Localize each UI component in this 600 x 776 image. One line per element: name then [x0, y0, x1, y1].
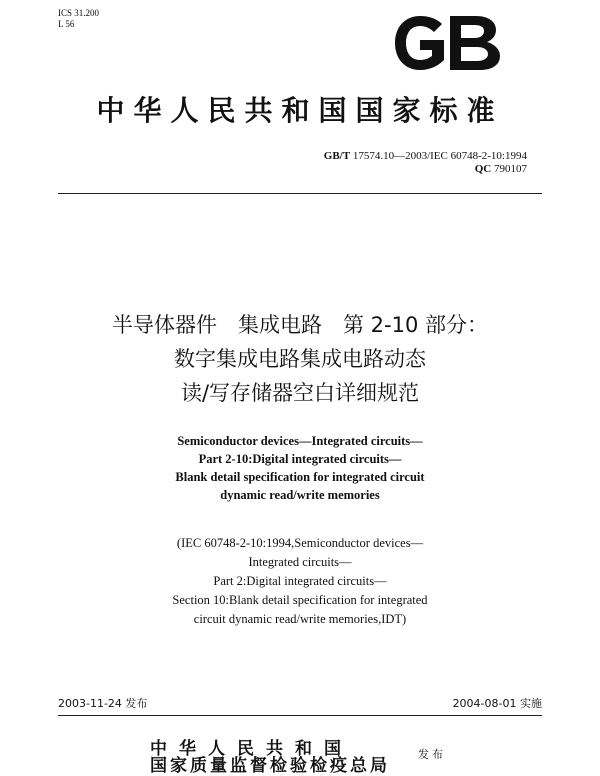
issuer-line1: 中华人民共和国 — [150, 739, 353, 759]
english-title-line4: dynamic read/write memories — [220, 488, 380, 502]
issue-date: 2003-11-24 发布 — [58, 697, 148, 710]
english-title-line1: Semiconductor devices—Integrated circuits— — [177, 434, 423, 448]
chinese-title — [0, 308, 600, 410]
gb-national-standard-logo-icon — [392, 14, 504, 72]
implementation-date: 2004-08-01 实施 — [452, 697, 542, 710]
gb-logo — [392, 14, 504, 72]
iec-title-line4: Section 10:Blank detail specification for integrated — [172, 593, 428, 607]
top-divider — [58, 193, 542, 194]
english-title-line2: Part 2-10:Digital integrated circuits— — [198, 452, 402, 466]
iec-equivalent-title — [0, 534, 600, 629]
org-title: 中华人民共和国国家标准 — [96, 94, 504, 127]
iec-title-line1: (IEC 60748-2-10:1994,Semiconductor devices— — [176, 536, 424, 550]
qc-number: 790107 — [494, 163, 527, 175]
iec-title-line5: circuit dynamic read/write memories,IDT) — [193, 612, 407, 626]
iec-title-line2: Integrated circuits— — [248, 555, 352, 569]
bottom-divider — [58, 715, 542, 716]
english-title-line3: Blank detail specification for integrated circuit — [175, 470, 425, 484]
std-prefix: GB/T — [323, 150, 351, 162]
qc-number-line — [324, 163, 527, 176]
chinese-title-line3: 读/写存储器空白详细规范 — [180, 381, 420, 405]
qc-prefix: QC — [474, 163, 492, 175]
english-title — [0, 432, 600, 504]
chinese-title-line2: 数字集成电路集成电路动态 — [174, 347, 426, 371]
standard-number-line — [324, 150, 527, 163]
standard-codes — [324, 150, 527, 176]
publish-label: 发布 — [418, 748, 446, 761]
chinese-title-line1: 半导体器件 集成电路 第 2-10 部分： — [111, 313, 488, 337]
standard-number: 17574.10—2003/IEC 60748-2-10:1994 — [352, 150, 527, 162]
issuer-line2: 国家质量监督检验检疫总局 — [150, 756, 390, 776]
iec-title-line3: Part 2:Digital integrated circuits— — [213, 574, 387, 588]
classification-codes — [58, 8, 99, 30]
ccs-code: L 56 — [58, 19, 75, 29]
ics-code: ICS 31.200 — [58, 8, 100, 18]
